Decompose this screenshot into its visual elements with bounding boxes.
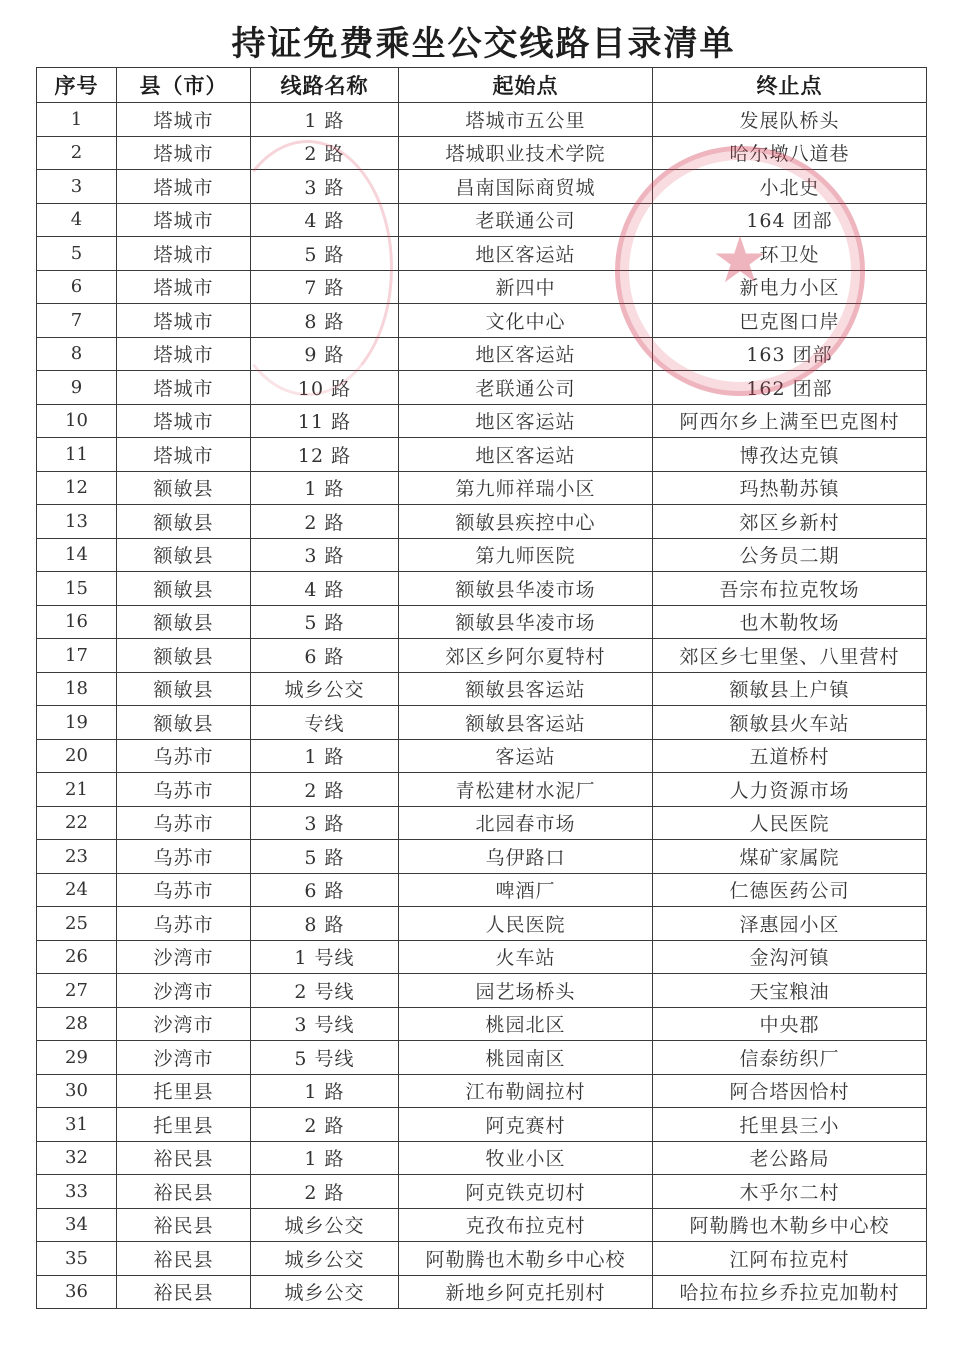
table-row	[37, 1275, 927, 1309]
cell-county: 额敏县	[117, 706, 251, 740]
cell-start: 人民医院	[399, 907, 653, 941]
table-row	[37, 806, 927, 840]
cell-start: 地区客运站	[399, 438, 653, 472]
cell-start: 客运站	[399, 739, 653, 773]
cell-end: 阿西尔乡上满至巴克图村	[653, 404, 927, 438]
cell-no: 17	[37, 639, 117, 673]
cell-end: 江阿布拉克村	[653, 1242, 927, 1276]
cell-no: 6	[37, 270, 117, 304]
table-row	[37, 773, 927, 807]
cell-line: 12 路	[251, 438, 399, 472]
cell-end: 新电力小区	[653, 270, 927, 304]
cell-county: 沙湾市	[117, 974, 251, 1008]
cell-no: 18	[37, 672, 117, 706]
cell-start: 阿克铁克切村	[399, 1175, 653, 1209]
cell-end: 164 团部	[653, 203, 927, 237]
table-row	[37, 1007, 927, 1041]
cell-line: 3 路	[251, 170, 399, 204]
cell-start: 阿克赛村	[399, 1108, 653, 1142]
cell-no: 7	[37, 304, 117, 338]
cell-line: 城乡公交	[251, 1242, 399, 1276]
header-end: 终止点	[653, 68, 927, 103]
cell-start: 额敏县疾控中心	[399, 505, 653, 539]
table-row	[37, 1074, 927, 1108]
table-row	[37, 438, 927, 472]
table-row	[37, 1108, 927, 1142]
cell-county: 裕民县	[117, 1275, 251, 1309]
cell-line: 4 路	[251, 572, 399, 606]
table-row	[37, 706, 927, 740]
cell-end: 煤矿家属院	[653, 840, 927, 874]
cell-no: 9	[37, 371, 117, 405]
cell-end: 木乎尔二村	[653, 1175, 927, 1209]
cell-end: 五道桥村	[653, 739, 927, 773]
cell-county: 沙湾市	[117, 1007, 251, 1041]
cell-no: 31	[37, 1108, 117, 1142]
table-row	[37, 404, 927, 438]
cell-county: 乌苏市	[117, 773, 251, 807]
cell-no: 24	[37, 873, 117, 907]
cell-start: 北园春市场	[399, 806, 653, 840]
cell-start: 乌伊路口	[399, 840, 653, 874]
cell-end: 郊区乡新村	[653, 505, 927, 539]
cell-no: 35	[37, 1242, 117, 1276]
cell-end: 老公路局	[653, 1141, 927, 1175]
cell-start: 园艺场桥头	[399, 974, 653, 1008]
cell-line: 1 路	[251, 739, 399, 773]
cell-end: 郊区乡七里堡、八里营村	[653, 639, 927, 673]
cell-line: 1 路	[251, 471, 399, 505]
cell-end: 中央郡	[653, 1007, 927, 1041]
cell-line: 4 路	[251, 203, 399, 237]
cell-no: 32	[37, 1141, 117, 1175]
cell-county: 乌苏市	[117, 739, 251, 773]
cell-county: 塔城市	[117, 136, 251, 170]
table-row	[37, 1141, 927, 1175]
cell-county: 塔城市	[117, 270, 251, 304]
cell-end: 也木勒牧场	[653, 605, 927, 639]
cell-start: 塔城职业技术学院	[399, 136, 653, 170]
cell-county: 裕民县	[117, 1242, 251, 1276]
table-row	[37, 672, 927, 706]
cell-start: 郊区乡阿尔夏特村	[399, 639, 653, 673]
cell-line: 5 路	[251, 840, 399, 874]
cell-county: 额敏县	[117, 538, 251, 572]
cell-start: 昌南国际商贸城	[399, 170, 653, 204]
cell-county: 塔城市	[117, 170, 251, 204]
cell-county: 乌苏市	[117, 806, 251, 840]
cell-no: 11	[37, 438, 117, 472]
cell-county: 额敏县	[117, 639, 251, 673]
cell-line: 9 路	[251, 337, 399, 371]
cell-no: 15	[37, 572, 117, 606]
table-row	[37, 739, 927, 773]
cell-end: 163 团部	[653, 337, 927, 371]
header-no: 序号	[37, 68, 117, 103]
cell-end: 发展队桥头	[653, 103, 927, 137]
cell-start: 第九师祥瑞小区	[399, 471, 653, 505]
cell-end: 托里县三小	[653, 1108, 927, 1142]
cell-start: 老联通公司	[399, 371, 653, 405]
cell-line: 3 路	[251, 538, 399, 572]
cell-county: 塔城市	[117, 337, 251, 371]
table-row	[37, 974, 927, 1008]
cell-end: 玛热勒苏镇	[653, 471, 927, 505]
cell-county: 乌苏市	[117, 907, 251, 941]
cell-end: 人力资源市场	[653, 773, 927, 807]
cell-county: 托里县	[117, 1074, 251, 1108]
cell-no: 25	[37, 907, 117, 941]
cell-line: 5 路	[251, 605, 399, 639]
cell-no: 19	[37, 706, 117, 740]
cell-start: 桃园南区	[399, 1041, 653, 1075]
cell-no: 10	[37, 404, 117, 438]
header-county: 县（市）	[117, 68, 251, 103]
cell-county: 乌苏市	[117, 840, 251, 874]
cell-county: 裕民县	[117, 1208, 251, 1242]
table-row	[37, 170, 927, 204]
cell-county: 塔城市	[117, 304, 251, 338]
cell-line: 5 号线	[251, 1041, 399, 1075]
cell-no: 16	[37, 605, 117, 639]
cell-line: 8 路	[251, 304, 399, 338]
cell-county: 裕民县	[117, 1141, 251, 1175]
cell-county: 塔城市	[117, 438, 251, 472]
cell-county: 额敏县	[117, 505, 251, 539]
cell-end: 巴克图口岸	[653, 304, 927, 338]
cell-line: 1 路	[251, 103, 399, 137]
cell-county: 塔城市	[117, 103, 251, 137]
cell-no: 4	[37, 203, 117, 237]
table-row	[37, 103, 927, 137]
cell-county: 乌苏市	[117, 873, 251, 907]
cell-no: 33	[37, 1175, 117, 1209]
table-row	[37, 1208, 927, 1242]
table-row	[37, 1242, 927, 1276]
cell-line: 2 号线	[251, 974, 399, 1008]
table-row	[37, 337, 927, 371]
table-row	[37, 1041, 927, 1075]
cell-start: 文化中心	[399, 304, 653, 338]
cell-start: 江布勒阔拉村	[399, 1074, 653, 1108]
table-row	[37, 538, 927, 572]
cell-line: 城乡公交	[251, 1208, 399, 1242]
cell-no: 1	[37, 103, 117, 137]
table-row	[37, 840, 927, 874]
cell-end: 泽惠园小区	[653, 907, 927, 941]
cell-no: 30	[37, 1074, 117, 1108]
table-row	[37, 940, 927, 974]
cell-no: 2	[37, 136, 117, 170]
cell-end: 博孜达克镇	[653, 438, 927, 472]
header-row	[37, 68, 927, 103]
cell-start: 老联通公司	[399, 203, 653, 237]
cell-no: 27	[37, 974, 117, 1008]
cell-start: 地区客运站	[399, 237, 653, 271]
cell-line: 2 路	[251, 773, 399, 807]
cell-end: 天宝粮油	[653, 974, 927, 1008]
cell-county: 沙湾市	[117, 1041, 251, 1075]
cell-county: 额敏县	[117, 672, 251, 706]
table-row	[37, 1175, 927, 1209]
cell-line: 8 路	[251, 907, 399, 941]
cell-end: 162 团部	[653, 371, 927, 405]
cell-no: 26	[37, 940, 117, 974]
cell-line: 3 路	[251, 806, 399, 840]
cell-county: 沙湾市	[117, 940, 251, 974]
cell-start: 青松建材水泥厂	[399, 773, 653, 807]
cell-start: 桃园北区	[399, 1007, 653, 1041]
cell-start: 地区客运站	[399, 337, 653, 371]
cell-end: 仁德医药公司	[653, 873, 927, 907]
cell-end: 公务员二期	[653, 538, 927, 572]
cell-line: 专线	[251, 706, 399, 740]
cell-end: 环卫处	[653, 237, 927, 271]
cell-county: 塔城市	[117, 404, 251, 438]
routes-body	[37, 103, 927, 1309]
cell-no: 20	[37, 739, 117, 773]
cell-start: 啤酒厂	[399, 873, 653, 907]
cell-line: 6 路	[251, 639, 399, 673]
cell-start: 额敏县华凌市场	[399, 572, 653, 606]
table-row	[37, 371, 927, 405]
cell-county: 额敏县	[117, 471, 251, 505]
cell-no: 21	[37, 773, 117, 807]
header-line: 线路名称	[251, 68, 399, 103]
cell-line: 2 路	[251, 136, 399, 170]
cell-line: 10 路	[251, 371, 399, 405]
cell-start: 牧业小区	[399, 1141, 653, 1175]
page-title: 持证免费乘坐公交线路目录清单	[231, 24, 736, 64]
table-row	[37, 639, 927, 673]
cell-line: 11 路	[251, 404, 399, 438]
table-row	[37, 237, 927, 271]
cell-start: 地区客运站	[399, 404, 653, 438]
cell-start: 第九师医院	[399, 538, 653, 572]
cell-county: 塔城市	[117, 371, 251, 405]
cell-line: 3 号线	[251, 1007, 399, 1041]
cell-no: 12	[37, 471, 117, 505]
cell-end: 吾宗布拉克牧场	[653, 572, 927, 606]
table-row	[37, 572, 927, 606]
cell-line: 城乡公交	[251, 672, 399, 706]
header-start: 起始点	[399, 68, 653, 103]
cell-line: 1 号线	[251, 940, 399, 974]
cell-no: 34	[37, 1208, 117, 1242]
cell-no: 8	[37, 337, 117, 371]
cell-start: 新四中	[399, 270, 653, 304]
table-row	[37, 136, 927, 170]
table-row	[37, 304, 927, 338]
cell-end: 额敏县上户镇	[653, 672, 927, 706]
cell-start: 阿勒腾也木勒乡中心校	[399, 1242, 653, 1276]
cell-start: 克孜布拉克村	[399, 1208, 653, 1242]
cell-no: 29	[37, 1041, 117, 1075]
cell-start: 火车站	[399, 940, 653, 974]
cell-start: 额敏县客运站	[399, 672, 653, 706]
cell-end: 哈尔墩八道巷	[653, 136, 927, 170]
table-row	[37, 203, 927, 237]
cell-end: 额敏县火车站	[653, 706, 927, 740]
table-row	[37, 505, 927, 539]
cell-county: 额敏县	[117, 572, 251, 606]
cell-no: 22	[37, 806, 117, 840]
cell-county: 塔城市	[117, 237, 251, 271]
seal-star-icon: ★	[711, 224, 769, 298]
cell-county: 塔城市	[117, 203, 251, 237]
table-row	[37, 907, 927, 941]
cell-end: 信泰纺织厂	[653, 1041, 927, 1075]
table-row	[37, 471, 927, 505]
cell-no: 14	[37, 538, 117, 572]
cell-end: 金沟河镇	[653, 940, 927, 974]
cell-end: 哈拉布拉乡乔拉克加勒村	[653, 1275, 927, 1309]
table-row	[37, 270, 927, 304]
table-row	[37, 873, 927, 907]
cell-no: 36	[37, 1275, 117, 1309]
cell-line: 1 路	[251, 1141, 399, 1175]
cell-line: 7 路	[251, 270, 399, 304]
cell-end: 人民医院	[653, 806, 927, 840]
cell-line: 城乡公交	[251, 1275, 399, 1309]
cell-no: 23	[37, 840, 117, 874]
cell-no: 28	[37, 1007, 117, 1041]
cell-start: 新地乡阿克托别村	[399, 1275, 653, 1309]
cell-line: 1 路	[251, 1074, 399, 1108]
cell-line: 5 路	[251, 237, 399, 271]
cell-county: 额敏县	[117, 605, 251, 639]
cell-end: 阿勒腾也木勒乡中心校	[653, 1208, 927, 1242]
cell-county: 裕民县	[117, 1175, 251, 1209]
cell-start: 额敏县华凌市场	[399, 605, 653, 639]
cell-line: 2 路	[251, 1175, 399, 1209]
table-row	[37, 605, 927, 639]
cell-line: 2 路	[251, 1108, 399, 1142]
cell-line: 6 路	[251, 873, 399, 907]
cell-no: 13	[37, 505, 117, 539]
cell-line: 2 路	[251, 505, 399, 539]
routes-table	[36, 67, 927, 1309]
cell-no: 3	[37, 170, 117, 204]
cell-end: 小北史	[653, 170, 927, 204]
cell-no: 5	[37, 237, 117, 271]
cell-start: 塔城市五公里	[399, 103, 653, 137]
cell-county: 托里县	[117, 1108, 251, 1142]
cell-start: 额敏县客运站	[399, 706, 653, 740]
cell-end: 阿合塔因恰村	[653, 1074, 927, 1108]
